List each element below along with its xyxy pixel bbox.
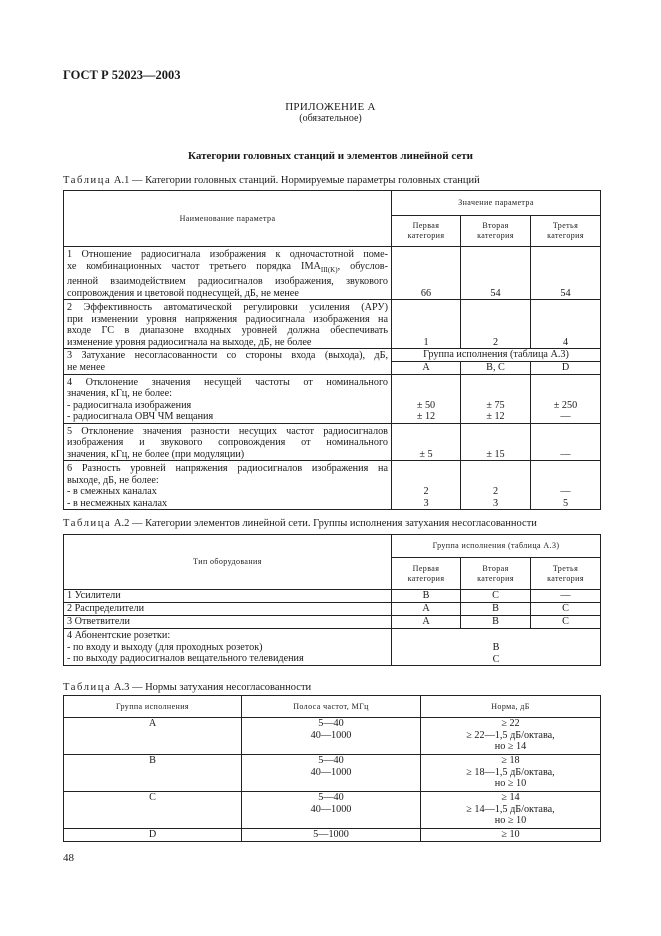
type-cell: 1 Усилители bbox=[64, 590, 392, 603]
table-row bbox=[64, 590, 601, 603]
col-header-group: Группа исполнения (таблица А.3) bbox=[392, 535, 601, 558]
value-cell: D bbox=[531, 362, 601, 375]
page-number: 48 bbox=[63, 852, 74, 864]
band-cell: 5—1000 bbox=[242, 829, 421, 842]
appendix-title: ПРИЛОЖЕНИЕ А bbox=[285, 101, 376, 113]
value-cell: 2 bbox=[461, 300, 531, 349]
table-row bbox=[64, 829, 601, 842]
param-cell: 2 Эффективность автоматической регулировки усиления (АРУ) при изменении уровня напряжения радиосигнала изображения на входе ГС в диапазоне входных уровней должна обеспечивать изменение уровня радиосигнала на выходе, дБ, не более bbox=[64, 300, 392, 349]
value-cell: ± 5 bbox=[392, 423, 461, 461]
norm-cell: ≥ 14 ≥ 14—1,5 дБ/октава, но ≥ 10 bbox=[421, 792, 601, 829]
value-cell: 1 bbox=[392, 300, 461, 349]
document-header: ГОСТ Р 52023—2003 bbox=[63, 68, 181, 82]
table-row bbox=[64, 300, 601, 349]
col-header-value: Значение параметра bbox=[392, 191, 601, 216]
value-cell: А bbox=[392, 362, 461, 375]
table-a1 bbox=[63, 190, 601, 510]
value-cell: ± 250 — bbox=[531, 374, 601, 423]
col-header-group: Группа исполнения bbox=[64, 696, 242, 718]
table-a2 bbox=[63, 534, 601, 666]
col-header-cat2: Вторая категория bbox=[461, 558, 531, 590]
group-label-cell: Группа исполнения (таблица А.3) bbox=[392, 349, 601, 362]
table-row bbox=[64, 461, 601, 510]
table-row bbox=[64, 603, 601, 616]
band-cell: 5—40 40—1000 bbox=[242, 718, 421, 755]
table-row bbox=[64, 374, 601, 423]
value-cell: С bbox=[531, 616, 601, 629]
type-cell: 3 Ответвители bbox=[64, 616, 392, 629]
value-cell: С bbox=[531, 603, 601, 616]
table-row bbox=[64, 423, 601, 461]
table3-caption: Таблица А.3 — Нормы затухания несогласованности bbox=[63, 682, 312, 693]
group-cell: В bbox=[64, 755, 242, 792]
band-cell: 5—40 40—1000 bbox=[242, 792, 421, 829]
col-header-parameter: Наименование параметра bbox=[64, 191, 392, 247]
value-cell: — 5 bbox=[531, 461, 601, 510]
value-cell: 54 bbox=[461, 247, 531, 300]
param-cell: 1 Отношение радиосигнала изображения к одночастотной поме- хе комбинационных частот третьего порядка $IMA_{III(K)}$, обуслов- ленной взаимодействием радиосигналов изображения, звукового сопровождения и цветовой поднесущей, дБ, не менее bbox=[64, 247, 392, 300]
col-header-cat3: Третья категория bbox=[531, 558, 601, 590]
col-header-band: Полоса частот, МГц bbox=[242, 696, 421, 718]
value-cell: 2 3 bbox=[461, 461, 531, 510]
group-cell: D bbox=[64, 829, 242, 842]
value-cell: 54 bbox=[531, 247, 601, 300]
value-cell: ± 50 ± 12 bbox=[392, 374, 461, 423]
value-cell: — bbox=[531, 423, 601, 461]
norm-cell: ≥ 10 bbox=[421, 829, 601, 842]
col-header-cat1: Первая категория bbox=[392, 558, 461, 590]
value-cell: 66 bbox=[392, 247, 461, 300]
value-cell: ± 75 ± 12 bbox=[461, 374, 531, 423]
col-header-type: Тип оборудования bbox=[64, 535, 392, 590]
appendix-subtitle: (обязательное) bbox=[299, 113, 362, 124]
value-cell: А bbox=[392, 603, 461, 616]
table-row bbox=[64, 349, 601, 362]
col-header-norm: Норма, дБ bbox=[421, 696, 601, 718]
table1-caption: Таблица А.1 — Категории головных станций. Нормируемые параметры головных станций bbox=[63, 175, 480, 186]
table-row bbox=[64, 247, 601, 300]
value-cell: В bbox=[461, 603, 531, 616]
type-cell: 2 Распределители bbox=[64, 603, 392, 616]
norm-cell: ≥ 18 ≥ 18—1,5 дБ/октава, но ≥ 10 bbox=[421, 755, 601, 792]
table-row bbox=[64, 718, 601, 755]
value-cell: В bbox=[392, 590, 461, 603]
value-cell: В С bbox=[392, 629, 601, 666]
value-cell: 4 bbox=[531, 300, 601, 349]
type-cell: 4 Абонентские розетки: - по входу и выходу (для проходных розеток) - по выходу радиосигналов вещательного телевидения bbox=[64, 629, 392, 666]
section-title: Категории головных станций и элементов линейной сети bbox=[188, 150, 473, 162]
table-row bbox=[64, 755, 601, 792]
param-cell: 4 Отклонение значения несущей частоты от номинального значения, кГц, не более: - радиосигнала изображения - радиосигнала ОВЧ ЧМ вещания bbox=[64, 374, 392, 423]
value-cell: В bbox=[461, 616, 531, 629]
table-row bbox=[64, 616, 601, 629]
col-header-cat2: Вторая категория bbox=[461, 216, 531, 247]
param-cell: 5 Отклонение значения разности несущих частот радиосигналов изображения и звукового сопровождения от номинального значения, кГц, не более (при модуляции) bbox=[64, 423, 392, 461]
col-header-cat3: Третья категория bbox=[531, 216, 601, 247]
value-cell: — bbox=[531, 590, 601, 603]
param-cell: 3 Затухание несогласованности со стороны входа (выхода), дБ, не менее bbox=[64, 349, 392, 375]
value-cell: 2 3 bbox=[392, 461, 461, 510]
value-cell: ± 15 bbox=[461, 423, 531, 461]
norm-cell: ≥ 22 ≥ 22—1,5 дБ/октава, но ≥ 14 bbox=[421, 718, 601, 755]
param-cell: 6 Разность уровней напряжения радиосигналов изображения на выходе, дБ, не более: - в смежных каналах - в несмежных каналах bbox=[64, 461, 392, 510]
group-cell: А bbox=[64, 718, 242, 755]
col-header-cat1: Первая категория bbox=[392, 216, 461, 247]
value-cell: А bbox=[392, 616, 461, 629]
table-a3 bbox=[63, 695, 601, 842]
value-cell: С bbox=[461, 590, 531, 603]
table2-caption: Таблица А.2 — Категории элементов линейной сети. Группы исполнения затухания несогласованности bbox=[63, 518, 537, 529]
band-cell: 5—40 40—1000 bbox=[242, 755, 421, 792]
group-cell: С bbox=[64, 792, 242, 829]
table-row bbox=[64, 792, 601, 829]
table-row bbox=[64, 629, 601, 666]
value-cell: В, С bbox=[461, 362, 531, 375]
